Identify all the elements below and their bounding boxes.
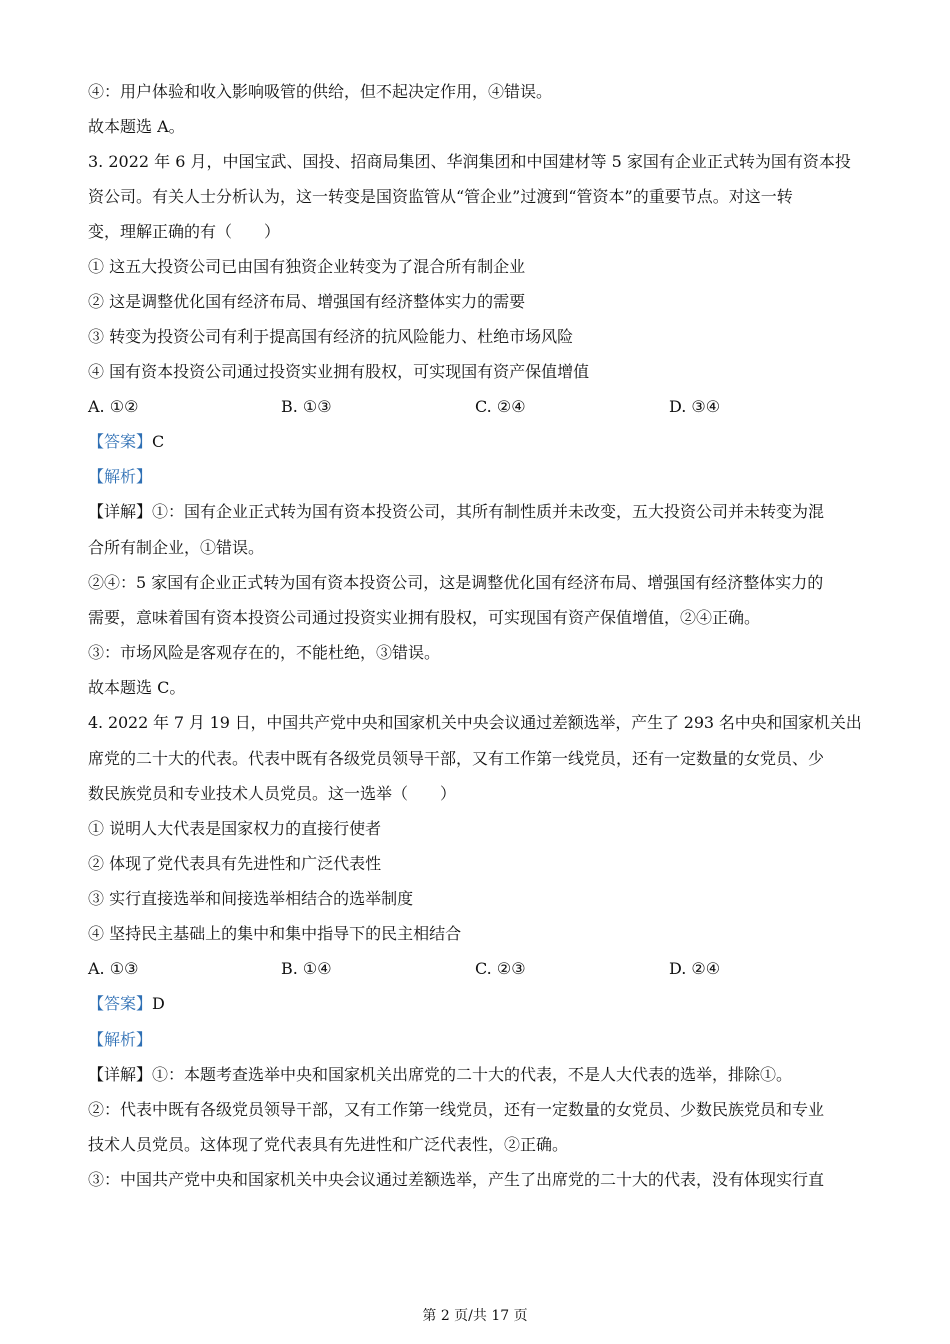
- detail-tag: 【详解】: [88, 1065, 153, 1084]
- answer-value: C: [152, 432, 165, 451]
- statement: ① 这五大投资公司已由国有独资企业转变为了混合所有制企业: [88, 257, 526, 276]
- statement: ④ 国有资本投资公司通过投资实业拥有股权，可实现国有资产保值增值: [88, 362, 590, 381]
- option-c: C. ②④: [475, 397, 526, 416]
- detail-line: ②：代表中既有各级党员领导干部，又有工作第一线党员，还有一定数量的女党员、少数民族党员和专业: [88, 1100, 825, 1119]
- text-line: 故本题选 A。: [88, 117, 185, 136]
- detail-line: ③：中国共产党中央和国家机关中央会议通过差额选举，产生了出席党的二十大的代表，没有体现实行直: [88, 1170, 825, 1189]
- option-d: D. ②④: [669, 959, 721, 978]
- option-d: D. ③④: [669, 397, 721, 416]
- detail-text: ①：国有企业正式转为国有资本投资公司，其所有制性质并未改变，五大投资公司并未转变为混: [152, 502, 825, 521]
- detail-line: ③：市场风险是客观存在的，不能杜绝，③错误。: [88, 643, 441, 662]
- detail-line: ②④：5 家国有企业正式转为国有资本投资公司，这是调整优化国有经济布局、增强国有经济整体实力的: [88, 573, 824, 592]
- detail-line: 合所有制企业，①错误。: [88, 538, 265, 557]
- statement: ③ 转变为投资公司有利于提高国有经济的抗风险能力、杜绝市场风险: [88, 327, 574, 346]
- detail-tag: 【详解】: [88, 502, 153, 521]
- detail-line: 故本题选 C。: [88, 678, 186, 697]
- question-4-stem: 席党的二十大的代表。代表中既有各级党员领导干部，又有工作第一线党员，还有一定数量的女党员、少: [88, 749, 825, 768]
- text-line: ④：用户体验和收入影响吸管的供给，但不起决定作用，④错误。: [88, 82, 553, 101]
- question-4-stem: 数民族党员和专业技术人员党员。这一选举（ ）: [88, 784, 457, 803]
- answer-tag: 【答案】: [88, 994, 153, 1013]
- option-b: B. ①④: [281, 959, 332, 978]
- option-b: B. ①③: [281, 397, 332, 416]
- question-4-stem: 4. 2022 年 7 月 19 日，中国共产党中央和国家机关中央会议通过差额选举，产生了 293 名中央和国家机关出: [88, 713, 862, 732]
- answer-tag: 【答案】: [88, 432, 153, 451]
- analysis-tag: 【解析】: [88, 467, 153, 486]
- detail-line: [88, 1065, 792, 1085]
- statement: ③ 实行直接选举和间接选举相结合的选举制度: [88, 889, 414, 908]
- detail-line: [88, 502, 824, 522]
- statement: ② 体现了党代表具有先进性和广泛代表性: [88, 854, 382, 873]
- answer-line: [88, 994, 165, 1014]
- option-a: A. ①②: [88, 397, 139, 416]
- option-c: C. ②③: [475, 959, 526, 978]
- detail-line: 需要，意味着国有资本投资公司通过投资实业拥有股权，可实现国有资产保值增值，②④正确。: [88, 608, 761, 627]
- statement: ④ 坚持民主基础上的集中和集中指导下的民主相结合: [88, 924, 462, 943]
- detail-line: 技术人员党员。这体现了党代表具有先进性和广泛代表性，②正确。: [88, 1135, 569, 1154]
- statement: ① 说明人大代表是国家权力的直接行使者: [88, 819, 382, 838]
- detail-text: ①：本题考查选举中央和国家机关出席党的二十大的代表，不是人大代表的选举，排除①。: [152, 1065, 793, 1084]
- answer-value: D: [152, 994, 165, 1013]
- question-3-stem: 资公司。有关人士分析认为，这一转变是国资监管从“管企业”过渡到“管资本”的重要节点。对这一转: [88, 187, 793, 206]
- question-3-stem: 3. 2022 年 6 月，中国宝武、国投、招商局集团、华润集团和中国建材等 5 家国有企业正式转为国有资本投: [88, 152, 851, 171]
- option-a: A. ①③: [88, 959, 139, 978]
- statement: ② 这是调整优化国有经济布局、增强国有经济整体实力的需要: [88, 292, 526, 311]
- answer-line: [88, 432, 164, 452]
- analysis-tag: 【解析】: [88, 1030, 153, 1049]
- page-number: 第 2 页/共 17 页: [422, 1308, 528, 1324]
- question-3-stem: 变，理解正确的有（ ）: [88, 222, 281, 241]
